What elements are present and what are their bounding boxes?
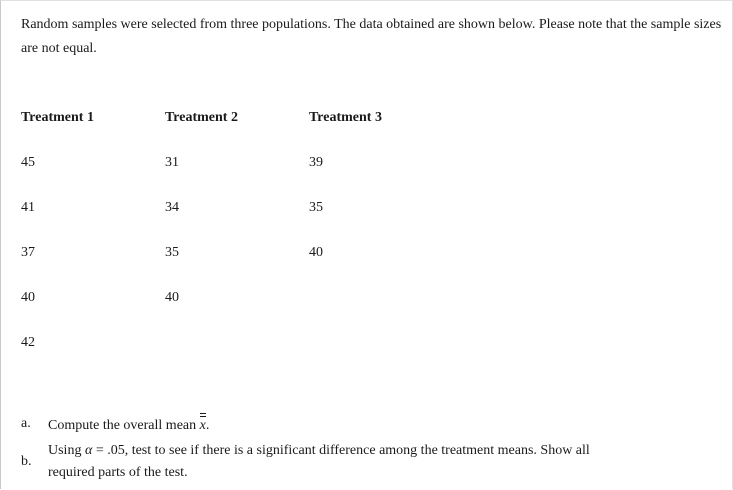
question-b-label: b. xyxy=(21,454,32,469)
table-cell: 42 xyxy=(21,335,35,350)
x-double-bar-symbol: x xyxy=(200,413,206,437)
question-a-period: . xyxy=(205,418,210,433)
table-cell: 41 xyxy=(21,200,35,215)
table-cell: 45 xyxy=(21,155,35,170)
question-b-body: = .05, test to see if there is a significant difference among the treatment means. Show all required parts of the test. xyxy=(48,443,590,480)
table-cell: 40 xyxy=(165,290,179,305)
question-a xyxy=(21,413,721,437)
table-cell: 37 xyxy=(21,245,35,260)
table-cell: 40 xyxy=(309,245,323,260)
question-b xyxy=(21,440,721,486)
treatment-1-header: Treatment 1 xyxy=(21,110,94,125)
alpha-symbol: α xyxy=(84,443,93,458)
treatment-1-column xyxy=(21,110,94,380)
table-cell: 40 xyxy=(21,290,35,305)
question-b-text xyxy=(48,440,608,484)
treatment-2-header: Treatment 2 xyxy=(165,110,238,125)
intro-paragraph: Random samples were selected from three populations. The data obtained are shown below. Please note that the sample sizes are not equal. xyxy=(21,17,722,56)
question-a-label: a. xyxy=(21,416,31,431)
table-cell: 35 xyxy=(309,200,323,215)
table-cell: 31 xyxy=(165,155,179,170)
question-a-text xyxy=(48,413,608,437)
table-cell: 35 xyxy=(165,245,179,260)
table-cell: 39 xyxy=(309,155,323,170)
treatment-3-column xyxy=(309,110,382,290)
treatment-3-header: Treatment 3 xyxy=(309,110,382,125)
table-cell: 34 xyxy=(165,200,179,215)
question-a-body: Compute the overall mean xyxy=(48,418,200,433)
treatment-2-column xyxy=(165,110,238,335)
question-b-lead: Using xyxy=(48,443,85,458)
